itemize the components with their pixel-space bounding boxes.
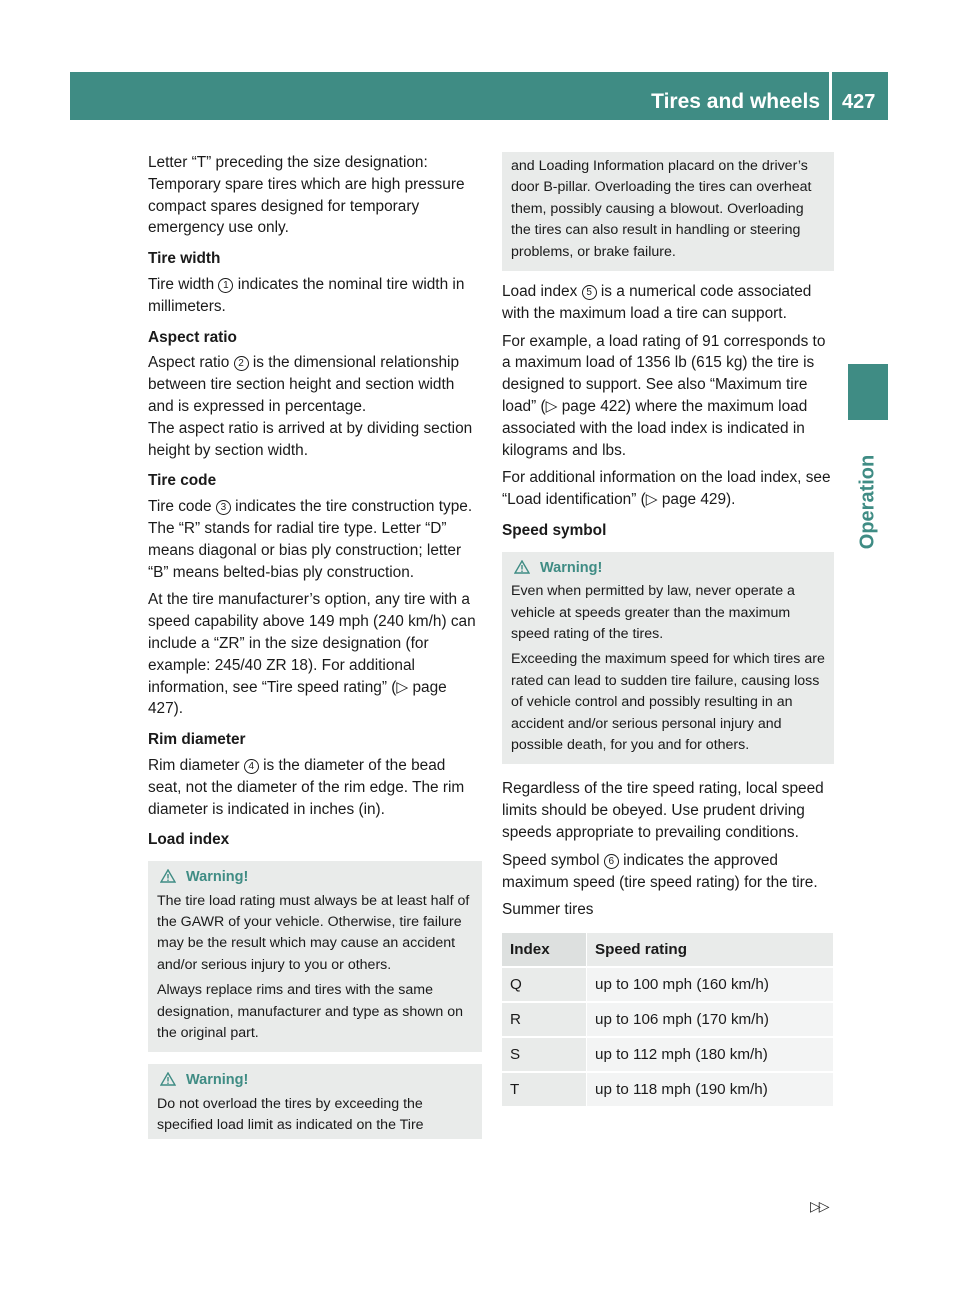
warning-text: The tire load rating must always be at least half of the GAWR of your vehicle. Otherwise, tire failure may be the result which may cause an accident and/or serious injury to you or others. — [157, 892, 470, 973]
side-tab-marker — [848, 364, 888, 420]
table-header-index: Index — [502, 933, 587, 967]
paragraph-load-index-2: For example, a load rating of 91 corresponds to a maximum load of 1356 lb (615 kg) the tire is designed to support. See also “Maximum tire load” (▷ page 422) where the maximum load associated with the load index is indicated in kilograms and lbs. — [502, 332, 826, 459]
paragraph-tire-code: Tire code 3 indicates the tire construction type. The “R” stands for radial tire type. Letter “D” means diagonal or bias ply construction; letter “B” means belted-bias ply construction. — [148, 498, 473, 581]
heading-aspect-ratio: Aspect ratio — [148, 328, 237, 346]
paragraph-tire-width: Tire width 1 indicates the nominal tire width in millimeters. — [148, 275, 465, 315]
warning-triangle-icon — [160, 1072, 176, 1086]
paragraph-tire-code-2: At the tire manufacturer’s option, any tire with a speed capability above 149 mph (240 km/h) can include a “ZR” in the size designation (for example: 245/40 ZR 18). For additional information, see “Tire speed rating” (▷ page 427). — [148, 591, 476, 718]
table-cell-index: T — [502, 1072, 587, 1107]
table-cell-index: Q — [502, 967, 587, 1002]
warning-triangle-icon — [514, 560, 530, 574]
warning-box-load-rating — [148, 861, 482, 1052]
table-cell-speed: up to 112 mph (180 km/h) — [587, 1037, 834, 1072]
heading-speed-symbol: Speed symbol — [502, 522, 607, 539]
table-cell-speed: up to 100 mph (160 km/h) — [587, 967, 834, 1002]
warning-text: Always replace rims and tires with the same designation, manufacturer and type as shown on the original part. — [157, 982, 464, 1041]
paragraph-letter-t: Letter “T” preceding the size designation: Temporary spare tires which are high pressure compact spares designed for temporary emergency use only. — [148, 154, 465, 237]
right-column — [502, 152, 834, 1108]
paragraph-rim-diameter: Rim diameter 4 is the diameter of the bead seat, not the diameter of the rim edge. The rim diameter is indicated in inches (in). — [148, 756, 465, 818]
heading-tire-code: Tire code — [148, 472, 217, 490]
callout-marker-5: 5 — [582, 285, 597, 300]
paragraph-load-index: Load index 5 is a numerical code associated with the maximum load a tire can support. — [502, 283, 812, 322]
page-number: 427 — [842, 91, 876, 113]
callout-marker-1: 1 — [218, 278, 233, 293]
paragraph-speed-symbol: Speed symbol 6 indicates the approved maximum speed (tire speed rating) for the tire. — [502, 851, 818, 891]
table-cell-index: S — [502, 1037, 587, 1072]
callout-marker-2: 2 — [234, 356, 249, 371]
label-summer-tires: Summer tires — [502, 901, 594, 919]
continued-arrows-icon: ▷▷ — [810, 1198, 828, 1214]
table-cell-index: R — [502, 1002, 587, 1037]
warning-header: Warning! — [511, 558, 826, 579]
heading-tire-width: Tire width — [148, 250, 221, 268]
warning-box-overload — [148, 1064, 482, 1138]
paragraph-aspect-ratio-2: The aspect ratio is arrived at by dividing section height by section width. — [148, 419, 473, 459]
warning-box-speed — [502, 552, 834, 765]
callout-marker-6: 6 — [604, 854, 619, 869]
heading-load-index: Load index — [148, 831, 230, 849]
heading-rim-diameter: Rim diameter — [148, 731, 246, 749]
paragraph-load-index-3: For additional information on the load index, see “Load identification” (▷ page 429). — [502, 469, 831, 509]
left-column — [148, 152, 482, 1151]
warning-box-overload-continued — [502, 152, 834, 271]
warning-header: Warning! — [157, 1070, 474, 1091]
table-row — [502, 1002, 833, 1037]
side-tab-label: Operation — [856, 454, 879, 550]
table-cell-speed: up to 118 mph (190 km/h) — [587, 1072, 834, 1107]
table-row — [502, 1072, 833, 1107]
header-separator — [829, 72, 832, 120]
table-row — [502, 967, 833, 1002]
page-title: Tires and wheels — [651, 90, 820, 113]
table-row — [502, 1037, 833, 1072]
table-header-row — [502, 933, 833, 967]
table-cell-speed: up to 106 mph (170 km/h) — [587, 1002, 834, 1037]
warning-header: Warning! — [157, 867, 474, 888]
warning-text: Do not overload the tires by exceeding the specified load limit as indicated on the Tire — [157, 1095, 424, 1134]
warning-text: Even when permitted by law, never operate a vehicle at speeds greater than the maximum speed rating of the tires. — [511, 583, 795, 643]
callout-marker-4: 4 — [244, 759, 259, 774]
callout-marker-3: 3 — [216, 500, 231, 515]
paragraph-aspect-ratio: Aspect ratio 2 is the dimensional relationship between tire section height and section width and is expressed in percentage. — [148, 354, 460, 415]
paragraph-speed-limits: Regardless of the tire speed rating, local speed limits should be obeyed. Use prudent driving speeds appropriate to prevailing conditions. — [502, 780, 824, 842]
warning-text: Exceeding the maximum speed for which tires are rated can lead to sudden tire failure, causing loss of vehicle control and possibly resulting in an accident and/or serious personal injury and possible death, for you and for others. — [511, 651, 825, 754]
warning-triangle-icon — [160, 869, 176, 883]
table-header-speed-rating: Speed rating — [587, 933, 834, 967]
speed-rating-table — [502, 933, 833, 1108]
warning-text: and Loading Information placard on the driver’s door B-pillar. Overloading the tires can overheat them, possibly causing a blowout. Overloading the tires can also result in handling or steering problems, or brake failure. — [511, 158, 812, 260]
